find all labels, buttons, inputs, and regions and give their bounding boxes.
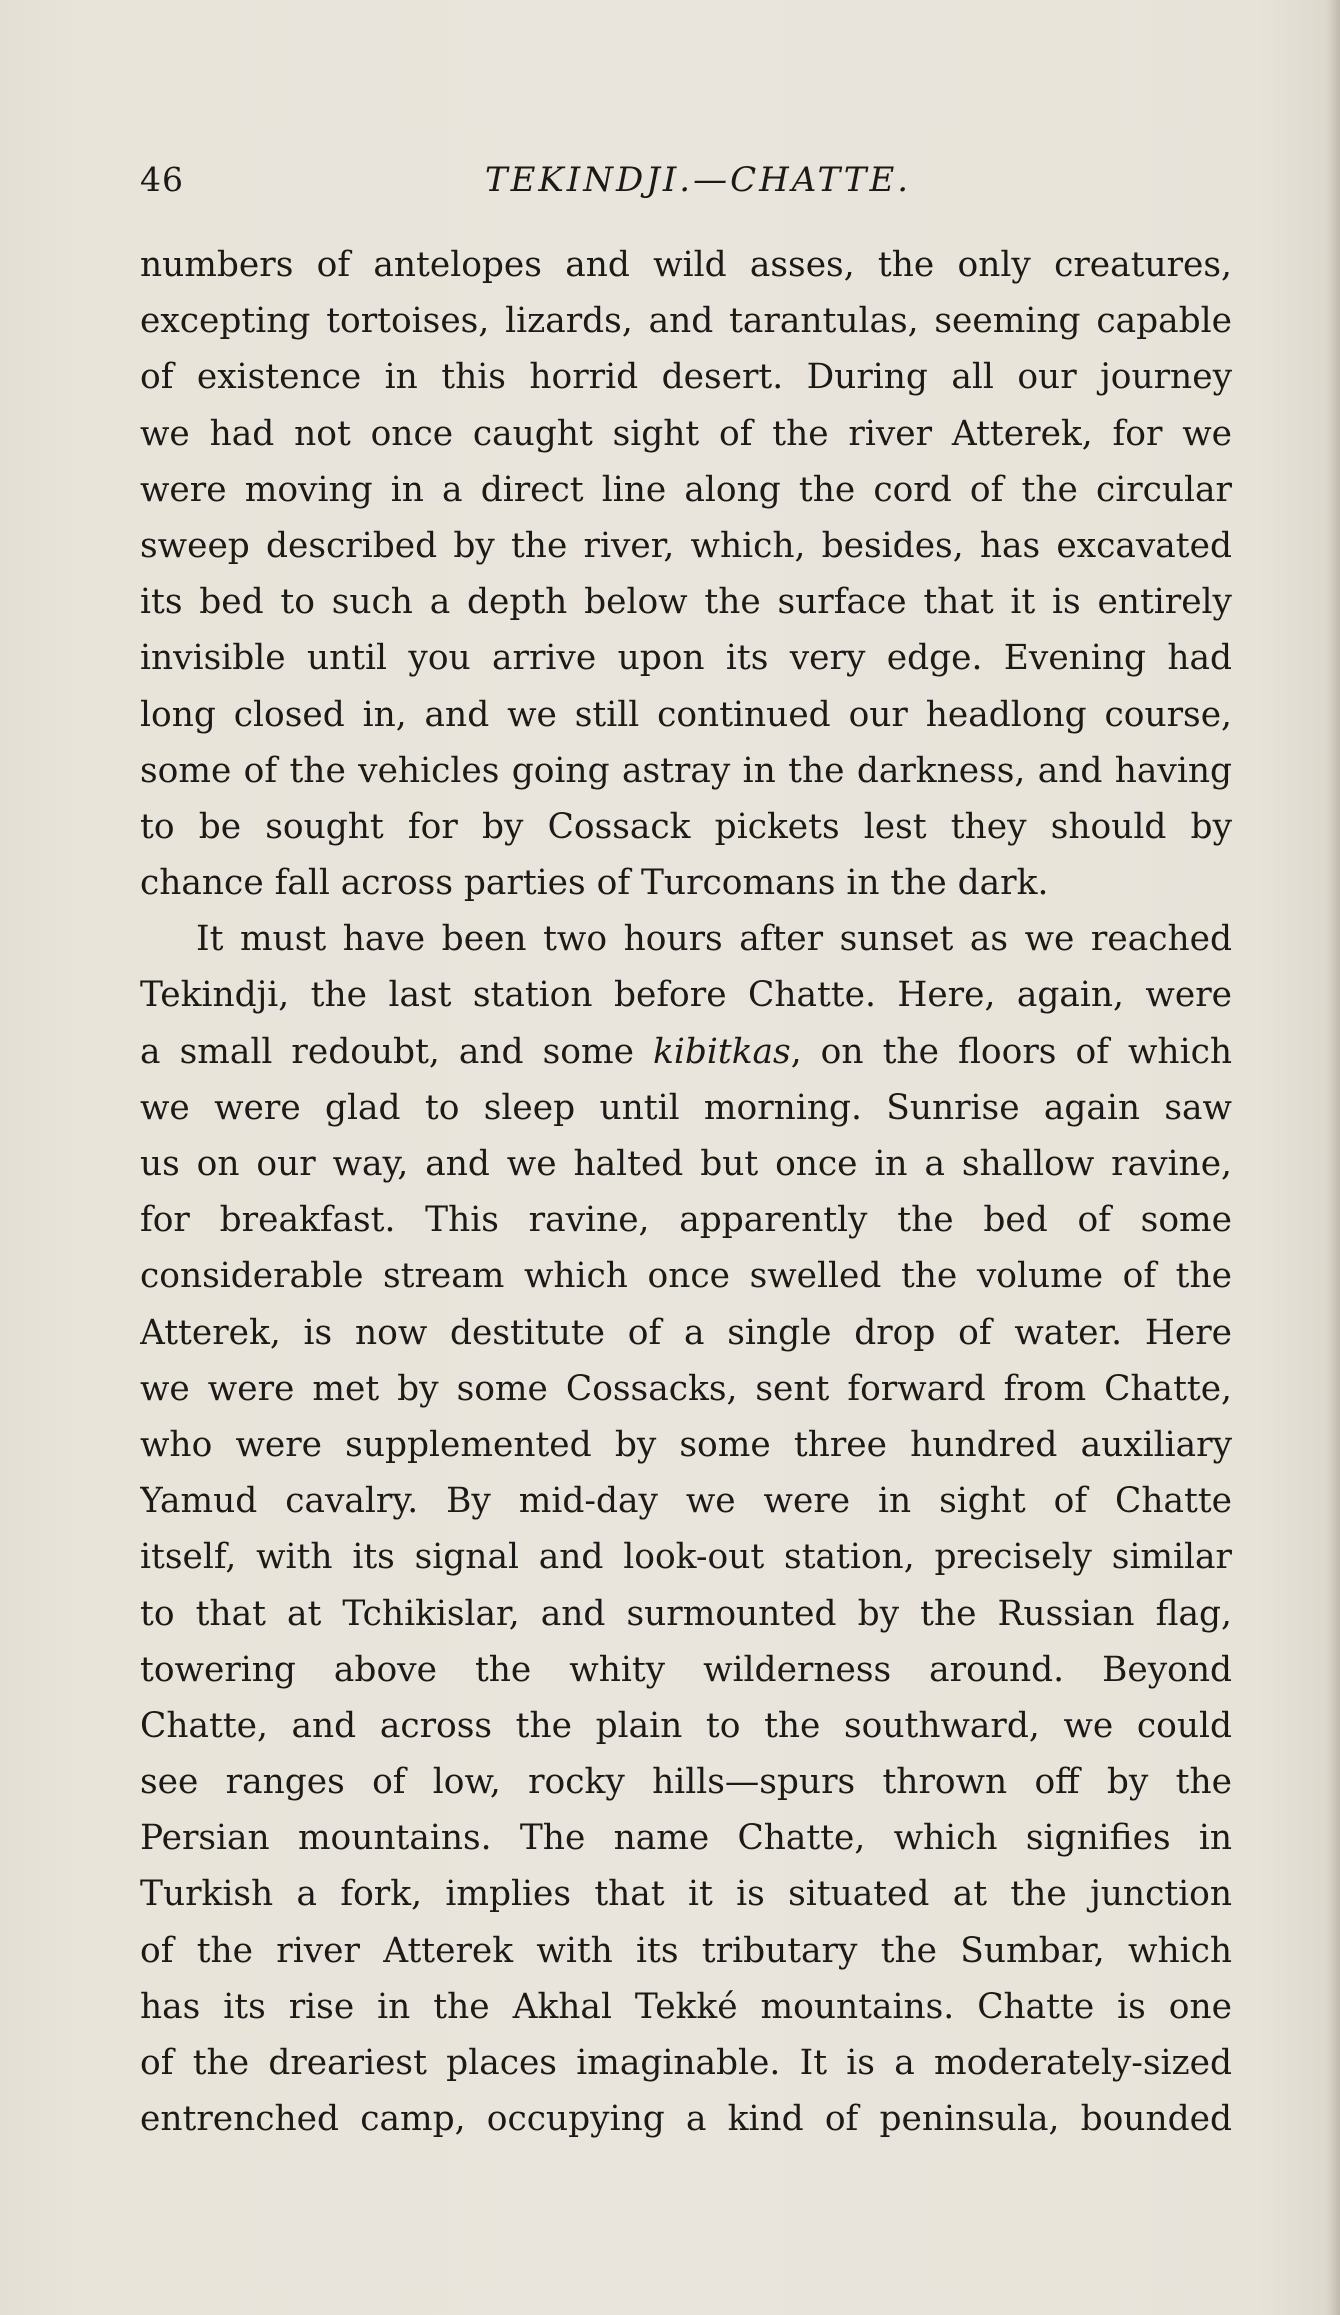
text-line: has its rise in the Akhal Tekké mountains. Chatte is one bbox=[140, 1986, 1232, 2027]
text-line: for breakfast. This ravine, apparently the bed of some bbox=[140, 1200, 1232, 1241]
line-text-before: a small redoubt, and some bbox=[140, 1031, 654, 1072]
text-line: of the river Atterek with its tributary the Sumbar, which bbox=[140, 1930, 1232, 1971]
text-line: towering above the whity wilderness around. Beyond bbox=[140, 1649, 1232, 1690]
text-line: who were supplemented by some three hundred auxiliary bbox=[140, 1424, 1232, 1465]
text-line: we were met by some Cossacks, sent forward from Chatte, bbox=[140, 1368, 1232, 1409]
text-line: Tekindji, the last station before Chatte. Here, again, were bbox=[140, 975, 1232, 1016]
text-line: numbers of antelopes and wild asses, the only creatures, bbox=[140, 245, 1232, 285]
text-line: to that at Tchikislar, and surmounted by the Russian flag, bbox=[140, 1593, 1232, 1634]
text-line: invisible until you arrive upon its very edge. Evening had bbox=[140, 638, 1232, 679]
page-number: 46 bbox=[140, 160, 184, 199]
text-line: Chatte, and across the plain to the southward, we could bbox=[140, 1705, 1232, 1746]
text-line: we had not once caught sight of the river Atterek, for we bbox=[140, 413, 1232, 454]
paragraph-end-line: chance fall across parties of Turcomans in the dark. bbox=[140, 863, 1049, 904]
text-line: Yamud cavalry. By mid-day we were in sight of Chatte bbox=[140, 1481, 1232, 1522]
text-line: sweep described by the river, which, besides, has excavated bbox=[140, 525, 1232, 566]
text-line: see ranges of low, rocky hills—spurs thrown off by the bbox=[140, 1762, 1232, 1803]
text-line: long closed in, and we still continued our headlong course, bbox=[140, 694, 1232, 735]
paragraph-start-line: It must have been two hours after sunset as we reached bbox=[196, 919, 1232, 960]
text-line: we were glad to sleep until morning. Sunrise again saw bbox=[140, 1087, 1232, 1128]
text-line: excepting tortoises, lizards, and tarantulas, seeming capable bbox=[140, 301, 1232, 342]
text-line: itself, with its signal and look-out station, precisely similar bbox=[140, 1537, 1232, 1578]
page-header bbox=[140, 150, 1232, 210]
running-head: TEKINDJI.—CHATTE. bbox=[484, 160, 912, 200]
page-edge-shadow bbox=[1326, 0, 1340, 2315]
text-line: entrenched camp, occupying a kind of peninsula, bounded bbox=[140, 2099, 1232, 2140]
text-line: considerable stream which once swelled the volume of the bbox=[140, 1256, 1232, 1297]
text-line: were moving in a direct line along the cord of the circular bbox=[140, 469, 1232, 510]
text-line: Persian mountains. The name Chatte, which signifies in bbox=[140, 1818, 1232, 1859]
text-line: of the dreariest places imaginable. It is a moderately-sized bbox=[140, 2043, 1232, 2083]
text-line: us on our way, and we halted but once in a shallow ravine, bbox=[140, 1144, 1232, 1184]
text-line: Atterek, is now destitute of a single drop of water. Here bbox=[140, 1312, 1232, 1353]
line-text-after: , on the floors of which bbox=[790, 1031, 1232, 1072]
body-text bbox=[140, 237, 1232, 2147]
text-line-with-italic bbox=[140, 1024, 1232, 1080]
italic-term: kibitkas bbox=[653, 1031, 791, 1072]
text-line: its bed to such a depth below the surface that it is entirely bbox=[140, 582, 1232, 623]
text-line: Turkish a fork, implies that it is situated at the junction bbox=[140, 1874, 1232, 1915]
text-line: to be sought for by Cossack pickets lest they should by bbox=[140, 806, 1232, 847]
text-line: of existence in this horrid desert. During all our journey bbox=[140, 357, 1232, 398]
text-line: some of the vehicles going astray in the darkness, and having bbox=[140, 750, 1232, 791]
